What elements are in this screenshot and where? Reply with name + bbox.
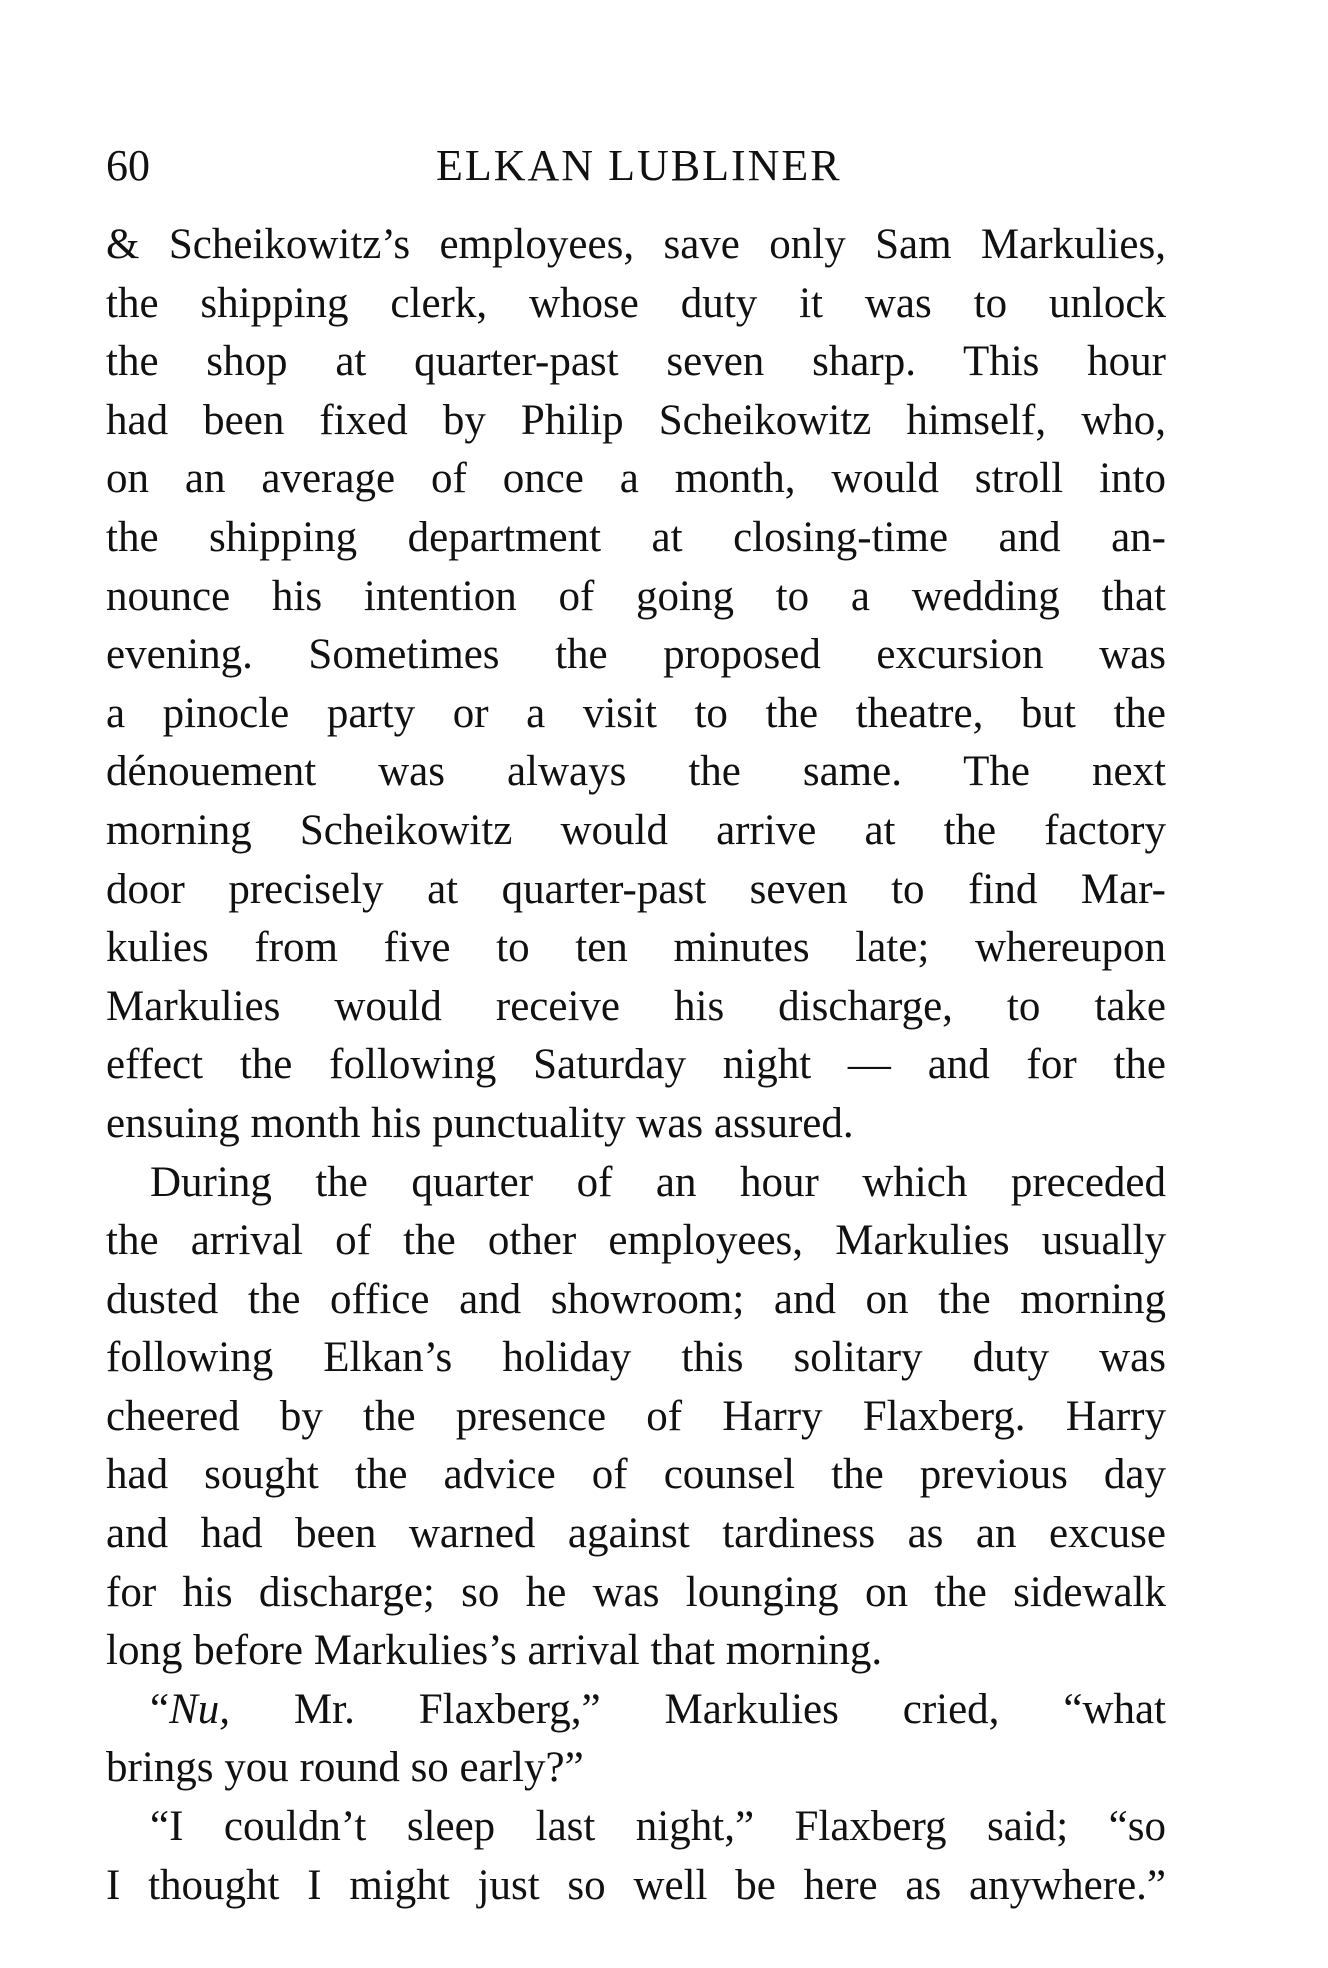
text-line: morning Scheikowitz would arrive at the factory [106, 806, 1166, 854]
text-line: cheered by the presence of Harry Flaxberg. Harry [106, 1392, 1166, 1440]
paragraph-start-line: During the quarter of an hour which preceded [150, 1158, 1166, 1206]
paragraph-end-line: ensuing month his punctuality was assured. [106, 1099, 854, 1147]
dialogue-line [106, 1681, 1166, 1740]
paragraph-end-line: brings you round so early?” [106, 1744, 584, 1792]
text-line: and had been warned against tardiness as an excuse [106, 1510, 1166, 1558]
paragraph-start-line: “I couldn’t sleep last night,” Flaxberg said; “so [150, 1803, 1166, 1851]
text-line: door precisely at quarter-past seven to find Mar- [106, 865, 1166, 913]
text-line: & Scheikowitz’s employees, save only Sam Markulies, [106, 221, 1166, 268]
text-line: nounce his intention of going to a wedding that [106, 572, 1166, 620]
text-line: dénouement was always the same. The next [106, 748, 1166, 796]
page-header [106, 136, 1166, 196]
text-line: had been fixed by Philip Scheikowitz himself, who, [106, 396, 1166, 444]
text-line: effect the following Saturday night — and for the [106, 1041, 1166, 1089]
text-line: the shop at quarter-past seven sharp. This hour [106, 338, 1166, 386]
text-line: dusted the office and showroom; and on the morning [106, 1275, 1166, 1323]
text-line: I thought I might just so well be here as anywhere.” [106, 1861, 1166, 1909]
body-text [106, 216, 1166, 1915]
text-line: a pinocle party or a visit to the theatre, but the [106, 689, 1166, 737]
running-title: ELKAN LUBLINER [436, 141, 842, 190]
italic-word: Nu, [169, 1685, 231, 1733]
text-line: the shipping department at closing-time and an- [106, 513, 1166, 561]
text-line: evening. Sometimes the proposed excursion was [106, 631, 1166, 679]
open-quote: “ [150, 1685, 170, 1733]
text-line: kulies from five to ten minutes late; whereupon [106, 924, 1166, 972]
text-line: had sought the advice of counsel the previous day [106, 1451, 1166, 1499]
text-line: for his discharge; so he was lounging on the sidewalk [106, 1568, 1166, 1616]
text-line: the shipping clerk, whose duty it was to unlock [106, 279, 1166, 327]
paragraph-end-line: long before Markulies’s arrival that morning. [106, 1627, 883, 1675]
text-line: on an average of once a month, would stroll into [106, 455, 1166, 503]
text-line: the arrival of the other employees, Markulies usually [106, 1217, 1166, 1265]
text-line: Markulies would receive his discharge, to take [106, 982, 1166, 1030]
text-line: following Elkan’s holiday this solitary duty was [106, 1334, 1166, 1382]
page-number: 60 [106, 141, 150, 190]
dialogue-continuation: Mr. Flaxberg,” Markulies cried, “what [230, 1685, 1166, 1733]
